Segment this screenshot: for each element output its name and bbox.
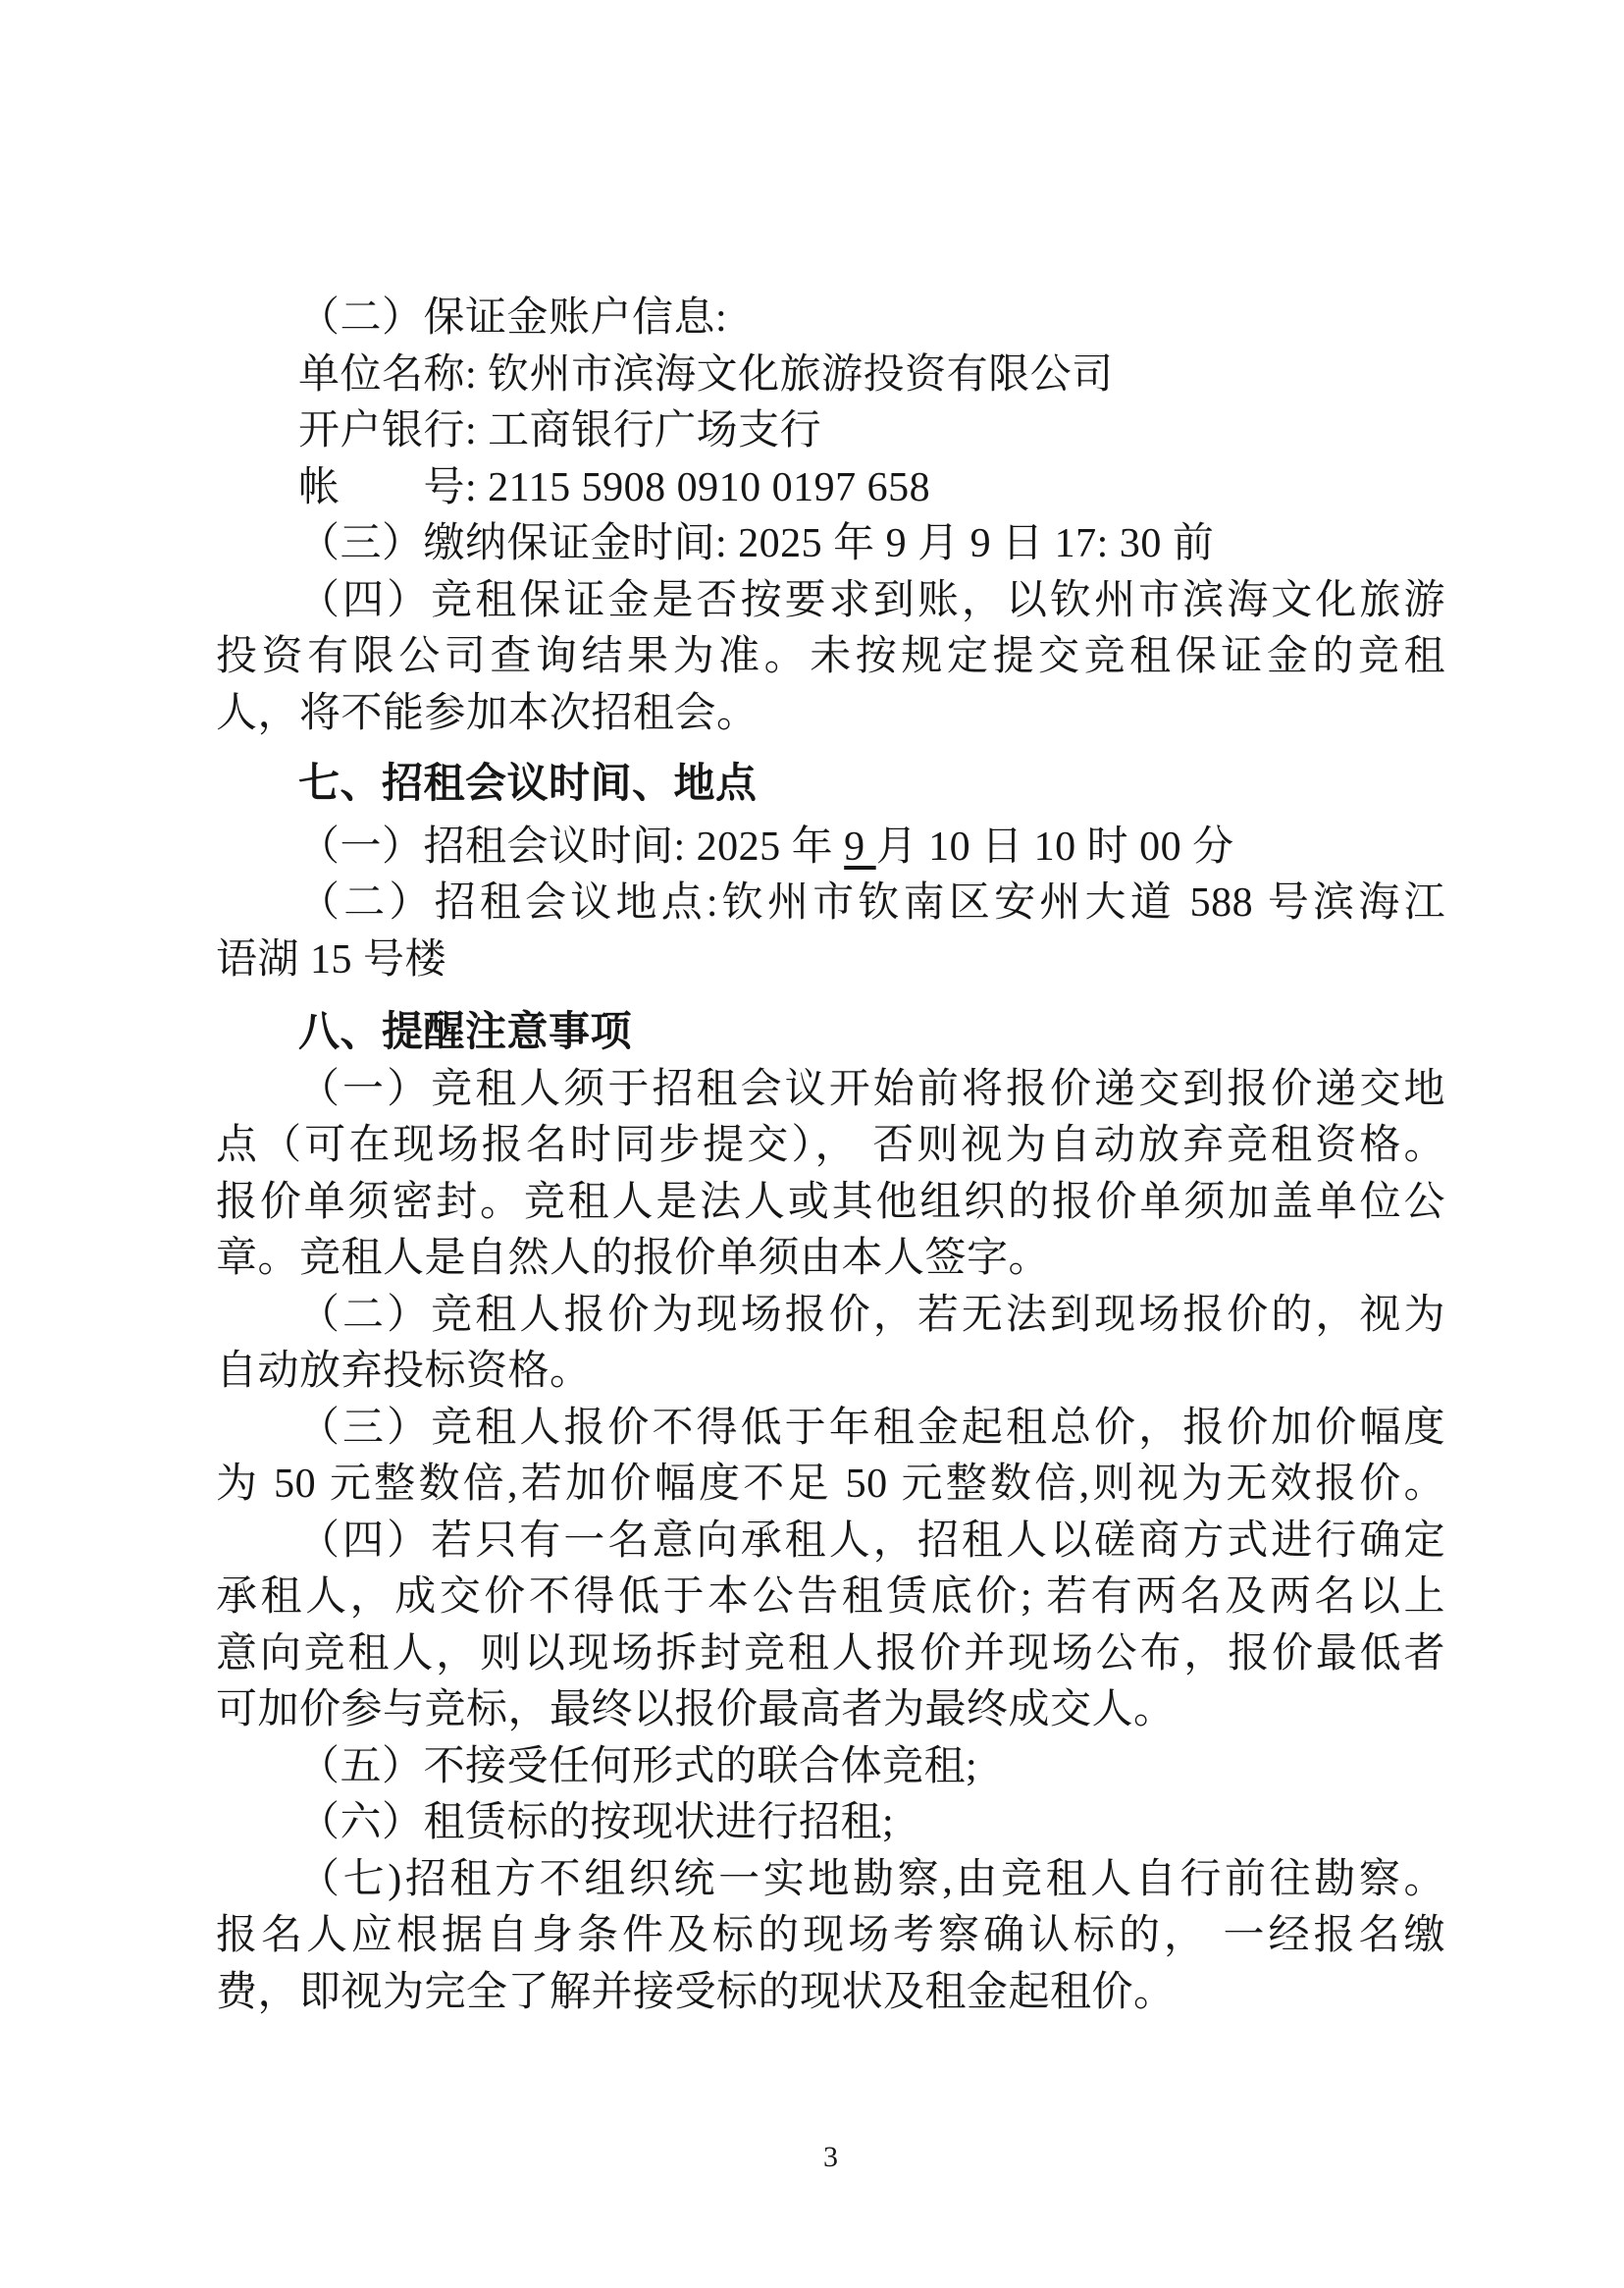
text-line-meeting-time [216, 820, 1445, 877]
text-line-bank-name: 开户银行: 工商银行广场支行 [298, 408, 822, 453]
text-line-note6: （六）租赁标的按现状进行招租; [298, 1800, 895, 1845]
text-line-note3-1: （三）竞租人报价不得低于年租金起租总价，报价加价幅度 [298, 1405, 1445, 1451]
text-line-account-number: 帐 号: 2115 5908 0910 0197 658 [298, 464, 931, 510]
text-line-deposit-arrival-2: 投资有限公司查询结果为准。未按规定提交竞租保证金的竞租 [216, 634, 1445, 679]
text-line-meeting-place-2: 语湖 15 号楼 [216, 936, 447, 983]
text-line-deposit-account-heading: （二）保证金账户信息: [298, 295, 728, 341]
text-line-note1-2: 点（可在现场报名时同步提交）， 否则视为自动放弃竞租资格。 [216, 1123, 1445, 1168]
text-line-note7-1: （七)招租方不组织统一实地勘察,由竞租人自行前往勘察。 [298, 1856, 1445, 1902]
text-line-deposit-deadline: （三）缴纳保证金时间: 2025 年 9 月 9 日 17: 30 前 [298, 521, 1215, 566]
section-heading-seven: 七、招租会议时间、地点 [298, 762, 758, 807]
section-heading-eight: 八、提醒注意事项 [298, 1010, 633, 1055]
text-line-note1-3: 报价单须密封。竞租人是法人或其他组织的报价单须加盖单位公 [216, 1179, 1445, 1225]
text-line-note2-1: （二）竞租人报价为现场报价，若无法到现场报价的，视为 [298, 1292, 1445, 1338]
text-line-note1-1: （一）竞租人须于招租会议开始前将报价递交到报价递交地 [298, 1066, 1445, 1112]
text-line-note3-2: 为 50 元整数倍,若加价幅度不足 50 元整数倍,则视为无效报价。 [216, 1462, 1445, 1507]
text-line-note7-3: 费，即视为完全了解并接受标的现状及租金起租价。 [216, 1969, 1176, 2015]
meeting-time-prefix: （一）招租会议时间: 2025 年 [298, 824, 845, 870]
text-line-note4-1: （四）若只有一名意向承租人，招租人以磋商方式进行确定 [298, 1517, 1445, 1564]
meeting-time-suffix: 月 10 日 10 时 00 分 [875, 824, 1234, 870]
text-line-note1-4: 章。竞租人是自然人的报价单须由本人签字。 [216, 1236, 1051, 1281]
text-line-note4-3: 意向竞租人，则以现场拆封竞租人报价并现场公布，报价最低者 [216, 1630, 1445, 1676]
text-line-deposit-arrival-3: 人，将不能参加本次招租会。 [216, 690, 759, 736]
text-line-note5: （五）不接受任何形式的联合体竞租; [298, 1743, 978, 1789]
text-line-deposit-arrival-1: （四）竞租保证金是否按要求到账，以钦州市滨海文化旅游 [298, 577, 1445, 623]
text-line-note4-4: 可加价参与竞标，最终以报价最高者为最终成交人。 [216, 1687, 1176, 1732]
page-number: 3 [823, 2141, 838, 2173]
meeting-time-month-underlined: 9 [844, 824, 876, 870]
text-line-company-name: 单位名称: 钦州市滨海文化旅游投资有限公司 [298, 351, 1114, 398]
text-line-meeting-place-1: （二）招租会议地点:钦州市钦南区安州大道 588 号滨海江 [298, 880, 1445, 926]
text-line-note7-2: 报名人应根据自身条件及标的现场考察确认标的， 一经报名缴 [216, 1913, 1445, 1958]
text-line-note2-2: 自动放弃投标资格。 [216, 1349, 592, 1394]
text-line-note4-2: 承租人，成交价不得低于本公告租赁底价; 若有两名及两名以上 [216, 1574, 1445, 1620]
document-body [216, 291, 1445, 2021]
